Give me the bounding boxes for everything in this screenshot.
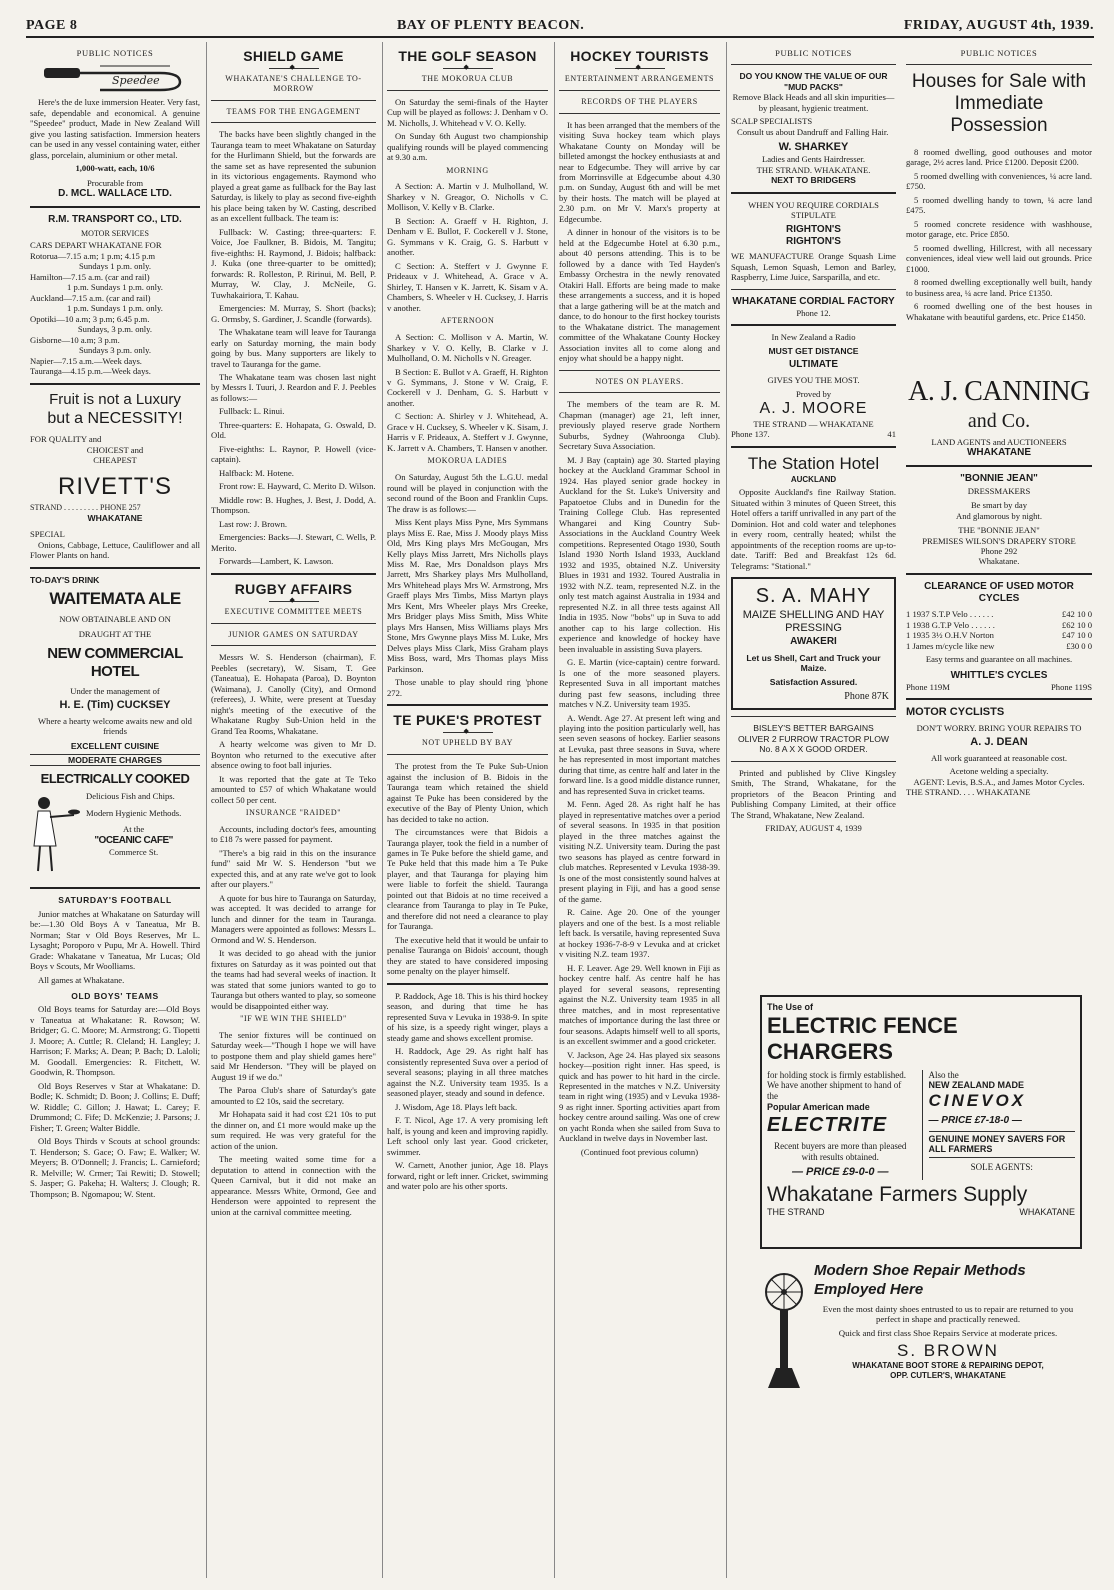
mokorua-ladies-label: MOKORUA LADIES: [427, 456, 508, 466]
timetable-line: Auckland—7.15 a.m. (car and rail): [30, 292, 151, 303]
cycle-row: 1 James m/cycle like new £30 0 0: [906, 640, 1092, 651]
cycle-list: [906, 609, 1092, 651]
newspaper-title: BAY OF PLENTY BEACON.: [396, 18, 585, 33]
houses-heading: Houses for Sale with Immediate Possession: [911, 71, 1087, 137]
oliver-plow: OLIVER 2 FURROW TRACTOR PLOW No. 8 A X X GOOD ORDER.: [737, 733, 890, 755]
mud-packs-body: Remove Black Heads and all skin impurities—by pleasant, hygienic treatment.: [732, 92, 895, 113]
mahy-ad: [731, 577, 896, 710]
ladies-para: Miss Kent plays Miss Pyne, Mrs Symmans plays Miss E. Rae, Miss J. Moody plays Miss Old, Mrs King plays Mrs McGougan, Mrs Kelly plays Miss Jarrett, Mrs Nicholls plays Miss M. Rae, Mrs Donaldson plays Mrs Jarrett, Mrs Sharkey plays Mrs Mulholland, Mrs Whitehead plays Mrs W. Armstrong, Mrs Graeff plays Mrs Timbs, Miss Martyn plays Mrs Kent, Mrs Wheeler plays Mrs Creeke, Mrs Bridger plays Miss Smith, Miss White plays Mrs Hansen, Miss Williams plays Mrs Stone, Mrs Gwynne plays Miss M. Luke, Mrs Delves plays Miss Clark, Miss Graham plays Miss Boss, ward, Mrs Thomas plays Miss Parkinson.: [387, 517, 548, 674]
golf-season-heading: THE GOLF SEASON: [398, 48, 537, 64]
shoe-body: Even the most dainty shoes entrusted to us to repair are returned to you perfect in shape and practically renewed.: [822, 1303, 1074, 1325]
motor-services-label: MOTOR SERVICES: [81, 228, 149, 238]
whittle-phone: Phone 119M: [906, 681, 950, 692]
under-management: Under the management of: [70, 685, 160, 696]
also-the: Also the: [928, 1069, 959, 1080]
cordial-factory: WHAKATANE CORDIAL FACTORY: [732, 295, 895, 307]
station-hotel-name: The Station Hotel: [747, 453, 880, 473]
genuine-savers: GENUINE MONEY SAVERS FOR ALL FARMERS: [929, 1131, 1076, 1159]
player-note: R. Caine. Age 20. One of the younger players and one of the best. Is a most reliable left back. Is versatile, having represented Suva at hockey 1936-7-8-9 v Levuka and at cricket v visiting N.Z. team 1937.: [559, 907, 720, 960]
station-hotel-city: AUCKLAND: [790, 474, 837, 484]
timetable-line: 1 p.m. Sundays 1 p.m. only.: [67, 282, 163, 293]
shield-para: The Whakatane team was chosen last night by Messrs I. Tuuri, J. Reardon and F. J. Peebles as follows:—: [211, 371, 376, 403]
radio-tagline: In New Zealand a Radio: [771, 332, 856, 343]
shield-team: Fullback: W. Casting; three-quarters: F. Voice, Joe Faulkner, B. Bidois, M. Tangitu; five-eighths: H. Raymond, J. Bidois; halfback: J. Kuka (one three-quarter to be omitted); forwards: R. Rolleston, P. Ririnui, M. Bell, P. Murray, W. Clay, J. McNeile, G. Tuwhakairiora, T. Kahau.: [211, 226, 376, 300]
moore-address: THE STRAND — WHAKATANE: [753, 418, 874, 429]
bonnie-phone: Phone 292: [980, 545, 1018, 556]
proved-by: Proved by: [795, 388, 832, 399]
excellent-cuisine: EXCELLENT CUISINE: [70, 740, 160, 751]
player-note: A. Wendt. Age 27. At present left wing and playing into the position particularly well, has seen seven seasons of hockey. Earlier seasons at Levuka, past three seasons in Suva, where he has represented in most important matches during that time, as centre half and later in the forward line. Is a good middle distance runner, and has represented Suva in cricket teams.: [559, 712, 720, 796]
rugby-para: It was decided to go ahead with the junior fixtures on Saturday as it was pointed out that the teams had had several weeks of inaction. It was stated that some juniors wanted to go to Tauranga but others wanted to play, so someone would be disappointed either way.: [211, 948, 376, 1011]
hotel-name: NEW COMMERCIAL HOTEL: [47, 645, 183, 681]
gives-most: GIVES YOU THE MOST.: [767, 374, 860, 385]
morning-label: MORNING: [446, 165, 489, 175]
all-games: All games at Whakatane.: [38, 974, 125, 985]
bisley-heading: BISLEY'S BETTER BARGAINS: [753, 723, 874, 734]
masthead: [26, 18, 1094, 38]
team-line: Middle row: B. Hughes, J. Best, J. Dodd, A. Thompson.: [211, 494, 376, 516]
mahy-phone: Phone 87K: [844, 691, 889, 703]
bonnie-store: THE "BONNIE JEAN": [958, 525, 1040, 536]
shield-game-heading: SHIELD GAME: [243, 48, 344, 64]
cucksey-name: H. E. (Tim) CUCKSEY: [59, 699, 171, 712]
house-listing: 5 roomed concrete residence with washhouse, motor garage, etc. Price £850.: [906, 218, 1092, 240]
rugby-para: Messrs W. S. Henderson (chairman), F. Peebles (secretary), W. Sisam, T. Gee (Taneatua), E. Hohapata (Paroa), D. Boynton (Waimana), J. Canolly (City), and Ormond (referees), J. White, were present at Tuesday night's meeting of the executive of the Whakatane Rugby Sub-Union held in the Grand Tea Rooms, Whakatane.: [211, 652, 376, 736]
rightons-name: RIGHTON'S: [786, 236, 841, 248]
column-2: [206, 42, 380, 1578]
maize-shelling: MAIZE SHELLING AND HAY PRESSING: [742, 608, 885, 635]
rugby-para: It was reported that the gate at Te Teko amounted to £57 of which Whakatane would collect 50 per cent.: [211, 773, 376, 805]
printers-imprint: Printed and published by Clive Kingsley Smith, The Strand, Whakatane, for the proprietors of the Beacon Printing and Publishing Company Limited, at their office The Strand, Whakatane, New Zealand.: [731, 767, 896, 820]
speedee-logo: Speedee: [112, 74, 160, 88]
whittle-phone: Phone 119S: [1051, 681, 1092, 692]
old-boys-heading: OLD BOYS' TEAMS: [71, 991, 159, 1002]
easy-terms: Easy terms and guarantee on all machines.: [925, 654, 1073, 665]
wallace-name: D. MCL. WALLACE LTD.: [58, 188, 172, 200]
whittles-cycles: WHITTLE'S CYCLES: [950, 669, 1048, 681]
teams-heading: TEAMS FOR THE ENGAGEMENT: [226, 106, 361, 116]
cordials-list: WE MANUFACTURE Orange Squash Lime Squash, Lemon Squash, Lemon and Barley, Raspberry, Lime Juice, Sarsparilla, and etc.: [731, 251, 896, 283]
team-line: Emergencies: Backs—J. Stewart, C. Wells, P. Merito.: [211, 532, 376, 553]
rugby-para: A hearty welcome was given to Mr D. Boynton who returned to the executive after absence owing to foot ball injuries.: [211, 739, 376, 771]
special-body: Onions, Cabbage, Lettuce, Cauliflower and all Flower Plants on hand.: [30, 539, 200, 561]
player-note: F. T. Nicol, Age 17. A very promising left half, is young and keen and improving rapidly. Left school only last year. Good cricketer, swimmer.: [387, 1115, 548, 1157]
protest-para: The protest from the Te Puke Sub-Union against the inclusion of B. Bidois in the Tauranga team which retained the shield against Te Puke has been considered by the executive of the Bay of Plenty Union, which has decided to take no action.: [387, 761, 548, 824]
team-line: Three-quarters: E. Hohapata, G. Oswald, D. Old.: [211, 419, 376, 441]
oceanic-cafe: "OCEANIC CAFE": [94, 834, 173, 846]
delicious-fish: Delicious Fish and Chips.: [86, 791, 175, 802]
golf-para: On Saturday the semi-finals of the Hayter Cup will be played as follows: J. Denham v O. M. Nicholls, J. Whitehead v V. O. Kelly.: [387, 96, 548, 128]
ladies-para: Those unable to play should ring 'phone 272.: [387, 677, 548, 698]
mahy-name: S. A. MAHY: [755, 585, 872, 608]
dont-worry: DON'T WORRY. BRING YOUR REPAIRS TO: [916, 722, 1082, 733]
te-puke-protest-heading: TE PUKE'S PROTEST: [393, 712, 542, 729]
team-line: Five-eighths: L. Raynor, P. Howell (vice-captain).: [211, 443, 376, 465]
opp-cutlers: OPP. CUTLER'S, WHAKATANE: [890, 1371, 1006, 1381]
fence-body: for holding stock is firmly established. We have another shipment to hand of the: [767, 1069, 906, 1102]
hockey-para: A dinner in honour of the visitors is to be held at the Edgecumbe Hotel at 6.30 p.m., about 40 persons attending. This is to be followed by a dance with Ted Hayden's Embassy Orchestra in the newly renovated Otakiri Hall. Efforts are being made to make these arrangements a success, and it is hoped that a large gathering will be at the match and dance, to do honour to the first hockey tourists to the Whakatane district. The management committee of the Whakatane County Hockey Association invites all to come along and enjoy what should be a happy night.: [559, 227, 720, 364]
recent-buyers: Recent buyers are more than pleased with results obtained.: [774, 1140, 907, 1162]
shield-para: The backs have been slightly changed in the Tauranga team to meet Whakatane on Saturday for the Hurlimann Shield, but the forwards are the same set as have represented the subunion in its victorious engagements. Raymond who played a great game as fullback for the Bay last Saturday, is likely to play as second five-eighth his place being taken by W. Casting, described as an excellent fullback. The team is:: [211, 129, 376, 224]
sharkey-next-to: NEXT TO BRIDGERS: [771, 175, 856, 186]
golf-draw: C Section: A. Shirley v J. Whitehead, A. Grace v H. Cucksey, S. Wheeler v K. Sisam, J. Harris v F. Prideaux, A. Steffert v J. Gwynne, K. Jarrett v A. Chambers, T. Hansen v another.: [387, 411, 548, 453]
rivetts-town: WHAKATANE: [87, 512, 143, 523]
house-listing: 5 roomed dwelling handy to town, ¼ acre land £475.: [906, 194, 1092, 216]
waitemata-ale: WAITEMATA ALE: [49, 589, 181, 609]
moore-ad-number: 41: [887, 429, 896, 440]
moore-phone: Phone 137.: [731, 429, 770, 440]
immersion-heater-icon: [40, 62, 190, 96]
house-listing: 8 roomed dwelling exceptionally well built, handy to business area, ¼ acre land. Price £1350.: [906, 277, 1092, 298]
public-notices-heading: PUBLIC NOTICES: [775, 48, 852, 58]
timetable-line: Hamilton—7.15 a.m. (car and rail): [30, 271, 150, 282]
sole-agents: SOLE AGENTS:: [970, 1162, 1033, 1173]
at-the: At the: [122, 824, 145, 835]
transport-heading: R.M. TRANSPORT CO., LTD.: [48, 214, 182, 226]
hockey-para: It has been arranged that the members of the visiting Suva hockey team which plays Whakatane County on Monday will be billeted amongst the hockey enthusiasts at and near to Edgecumbe. They will arrive by car from Morrinsville at Edgecumbe about 4.30 p.m. on Sunday, August 6th and will be met by their hosts. The match will be played at 2.30 p.m. on Mr V. Marx's property at Edgecumbe.: [559, 119, 720, 224]
canning-and-co: and Co.: [967, 410, 1031, 433]
scalp-specialists: SCALP SPECIALISTS: [731, 116, 813, 127]
clearance-heading: CLEARANCE OF USED MOTOR CYCLES: [924, 580, 1074, 605]
electrically-cooked: ELECTRICALLY COOKED: [40, 771, 190, 787]
golf-draw: B Section: A. Graeff v H. Righton, J. Denham v E. Bullot, F. Cockerell v J. Stone, G. Symmans v K. Craig, G. S. Harbutt v another.: [387, 215, 548, 258]
old-boys-body: Old Boys teams for Saturday are:—Old Boys v Taneatua at Whakatane: R. Rowson; W. Bridger; G. C. Moore; M. Armstrong; G. Tiopetti J. Moore; A. Cuttle; R. Cleland; H. Langley; J. Harrison; F. Marks; A. Dean; P. Bach; D. Laloli; M. Goodall. Emergencies: R. Fitchett, W. Goodwin, R. Thompson.: [30, 1004, 200, 1078]
scalp-body: Consult us about Dandruff and Falling Hair.: [737, 126, 889, 137]
timetable-line: 1 p.m. Sundays 1 p.m. only.: [67, 303, 163, 314]
player-note: H. Raddock, Age 29. As right half has consistently represented Suva over a period of several seasons; playing in all three matches against the N.Z. University team 1935. Is a seasoned player, steady and sound in defence.: [387, 1046, 548, 1099]
canning-name: A. J. CANNING: [908, 376, 1090, 408]
sharkey-address: THE STRAND. WHAKATANE.: [756, 164, 871, 175]
rugby-affairs-heading: RUGBY AFFAIRS: [234, 580, 353, 597]
cordial-phone: Phone 12.: [796, 307, 831, 318]
dean-agent: AGENT: Levis, B.S.A., and James Motor Cycles.: [913, 776, 1085, 787]
team-line: Halfback: M. Hotene.: [219, 467, 294, 478]
glamorous-by-night: And glamorous by night.: [956, 510, 1042, 521]
timetable-line: Opotiki—10 a.m; 3 p.m; 6.45 p.m.: [30, 313, 150, 324]
bonnie-jean-name: "BONNIE JEAN": [960, 473, 1038, 485]
public-notices-heading: PUBLIC NOTICES: [76, 48, 154, 58]
station-hotel-body: Opposite Auckland's fine Railway Station. Situated within 3 minutes of Queen Street, this Hotel offers a tariff unrivalled in any part of the Dominion. Hot and cold water and telephones in every room, centrally heated; whilst the appointments of the reception rooms are up-to-date. Tariff: Bed and Breakfast 12s 6d. Telegrams: "Stational.": [731, 487, 896, 571]
rugby-para: The Paroa Club's share of Saturday's gate amounted to £2 10s, said the secretary.: [211, 1085, 376, 1106]
speedee-heater-illustration: [30, 61, 200, 97]
dean-name: A. J. DEAN: [970, 736, 1028, 749]
timetable-line: Rotorua—7.15 a.m; 1 p.m; 4.15 p.m: [30, 250, 156, 261]
nz-made: NEW ZEALAND MADE: [928, 1080, 1024, 1091]
timetable-line: Napier—7.15 a.m.—Week days.: [30, 355, 142, 366]
if-we-win-subheading: "IF WE WIN THE SHIELD": [240, 1014, 347, 1024]
issue-date: FRIDAY, AUGUST 4th, 1939.: [903, 18, 1094, 33]
timetable-line: Gisborne—10 a.m; 3 p.m.: [30, 334, 120, 345]
junior-games-subheading: JUNIOR GAMES ON SATURDAY: [228, 629, 359, 639]
saturday-football-heading: SATURDAY'S FOOTBALL: [58, 895, 172, 906]
shield-para: The Whakatane team will leave for Tauranga early on Saturday morning, the main body going by bus. Many supporters are likely to travel to Tauranga for the game.: [211, 327, 376, 369]
hockey-subheading: ENTERTAINMENT ARRANGEMENTS: [564, 74, 715, 84]
protest-subheading: NOT UPHELD BY BAY: [421, 738, 514, 748]
protest-para: The circumstances were that Bidois a Tauranga player, took the field in a number of games in Te Puke before the shield game, and Te Puke held that this made him a Te Puke player, and that Tauranga for playing him were liable to forfeit the shield. Tauranga pointed out that Bidois at no time received a clearance from Tauranga to play in Te Puke, and therefore did not need a clearance to play for Tauranga.: [387, 827, 548, 932]
house-listing: 8 roomed dwelling, good outhouses and motor garage, 2½ acres land. Price £1200. Deposit £200.: [906, 146, 1092, 168]
todays-drink: TO-DAY'S DRINK: [30, 574, 100, 585]
boot-store: WHAKATANE BOOT STORE & REPAIRING DEPOT,: [852, 1361, 1044, 1371]
farmers-supply-name: Whakatane Farmers Supply: [767, 1182, 1028, 1206]
cycle-row: 1 1935 3½ O.H.V Norton £47 10 0: [906, 630, 1092, 641]
electrite-price: — PRICE £9-0-0 —: [791, 1166, 889, 1179]
shield-emergencies: Emergencies: M. Murray, S. Short (backs); G. Ormsby, S. Gardiner, J. Scandle (forwards).: [211, 303, 376, 324]
rightons-name: RIGHTON'S: [786, 223, 841, 235]
player-note: G. E. Martin (vice-captain) centre forward. Is one of the more seasoned players. Represented Suva in all important matches during past few seasons, including three matches v N.Z. University team 1935.: [559, 657, 720, 710]
timetable-line: Sundays, 3 p.m. only.: [77, 324, 153, 335]
thirds-body: Old Boys Thirds v Scouts at school grounds: T. Henderson; S. Gace; O. Faw; E. Walker; W. Meyers; B. O'Donnell; J. Francis; L. Carnieford; R. Melville; W. Crmer; Tai Rewiti; D. Stowell; S. Jasper; G. Pakeha; H. Walters; J. Clough; R. Thompson; B. Ngomapou; W. Stent.: [30, 1136, 200, 1199]
cinevox-price: — PRICE £7-18-0 —: [928, 1114, 1022, 1126]
fs-town: WHAKATANE: [1019, 1206, 1075, 1217]
shoe-repair-ad: [760, 1262, 1082, 1412]
shoe-machine-icon: [760, 1262, 808, 1392]
motor-cyclists-heading: MOTOR CYCLISTS: [906, 706, 1005, 719]
must-get-distance: MUST GET DISTANCE: [768, 345, 859, 356]
player-note: M. Fenn. Aged 28. As right half he has played in representative matches over a period of several seasons. In 1935 in that position played in the three matches against the visiting N.Z. University team. During the past two seasons has played as centre forward in club matches. Represented v Levuka 1938-39. Is one of the most consistently sound halves at present playing in Fiji, and has a good sense of the game.: [559, 799, 720, 904]
special-label: SPECIAL: [30, 529, 65, 540]
imprint-date: FRIDAY, AUGUST 4, 1939: [765, 823, 862, 834]
golf-draw: C Section: A. Steffert v J. Gwynne F. Prideaux v J. Whitehead, A. Grace v A. Shirley, T. Hansen v K. Jarrett, K. Sisam v A. Chambers, S. Wheeler v H. Cucksey, J. Harris v another.: [387, 260, 548, 313]
player-note: P. Raddock, Age 18. This is his third hockey season, and during that time he has represented Suva v Levuka in 1938-9. In spite of his size, is a speedy right winger, plays a steady game and shows excellent promise.: [387, 990, 548, 1043]
dean-address: THE STRAND. . . . WHAKATANE: [906, 787, 1031, 798]
timetable-line: Tauranga—4.15 p.m.—Week days.: [30, 366, 151, 377]
cinevox-brand: CINEVOX: [928, 1091, 1027, 1111]
for-quality: FOR QUALITY and: [30, 434, 102, 445]
popular-american: Popular American made: [767, 1101, 870, 1112]
team-line: Front row: E. Hayward, C. Merito D. Wilson.: [219, 481, 376, 492]
rivetts-strand-phone: STRAND . . . . . . . . . PHONE 257: [30, 503, 141, 513]
column-3: [382, 42, 552, 1578]
land-agents: LAND AGENTS and AUCTIONEERS: [931, 436, 1067, 447]
notes-on-players-subheading: NOTES ON PLAYERS.: [595, 376, 684, 386]
cheapest: CHEAPEST: [93, 455, 137, 466]
ladies-para: On Saturday, August 5th the L.G.U. medal round will be played in conjunction with the second round of the Boon and Franklin Cups. The draw is as follows:—: [387, 472, 548, 514]
canning-town: WHAKATANE: [966, 447, 1032, 459]
house-listing: 6 roomed dwelling one of the best houses in Whakatane with beautiful gardens, etc. Price £1450.: [906, 301, 1092, 322]
cordials-question: WHEN YOU REQUIRE CORDIALS STIPULATE: [748, 199, 879, 221]
timetable-line: Sundays 1 p.m. only.: [78, 261, 151, 272]
team-line: Fullback: L. Rinui.: [219, 406, 285, 417]
smart-by-day: Be smart by day: [970, 500, 1028, 511]
page-number: PAGE 8: [26, 18, 78, 33]
moderate-charges: MODERATE CHARGES: [30, 754, 200, 766]
golf-draw: B Section: E. Bullot v A. Graeff, H. Righton v G. Symmans, J. Stone v W. Craig, F. Cockerell v J. Denham, G. S. Harbutt v another.: [387, 366, 548, 408]
house-listing: 5 roomed dwelling, Hillcrest, with all necessary conveniences, ideal view well laid out grounds. Price £1000.: [906, 242, 1092, 274]
fruit-headline-2: but a NECESSITY!: [47, 409, 183, 427]
electrite-brand: ELECTRITE: [767, 1113, 888, 1136]
timetable-line: Sundays 3 p.m. only.: [78, 345, 151, 356]
shield-subheading: WHAKATANE'S CHALLENGE TO-MORROW: [225, 74, 362, 93]
moore-name: A. J. MOORE: [759, 400, 868, 418]
protest-para: The executive held that it would be unfair to penalise Tauranga on Bidois' account, though they are stated to have considered imposing some penalty on the player himself.: [387, 934, 548, 977]
procurable-label: Procurable from: [86, 177, 144, 188]
cycle-row: 1 1937 S.T.P Velo . . . . . . £42 10 0: [906, 609, 1092, 620]
hearty-welcome: Where a hearty welcome awaits new and old friends: [38, 715, 192, 737]
golf-para: On Sunday 6th August two championship qualifying rounds will be played commencing at 9.30 a.m.: [387, 131, 548, 163]
afternoon-label: AFTERNOON: [440, 316, 495, 326]
golf-draw: A Section: A. Martin v J. Mulholland, W. Sharkey v N. Greagor, O. Nicholls v C. Mollison, V. Kelly v B. Clarke.: [387, 181, 548, 213]
rugby-para: Accounts, including doctor's fees, amounting to £18 7s were passed for payment.: [211, 823, 376, 845]
choicest: CHOICEST and: [86, 444, 144, 455]
insurance-subheading: INSURANCE "RAIDED": [245, 808, 342, 818]
now-obtainable: NOW OBTAINABLE AND ON: [59, 614, 171, 625]
modern-hygienic: Modern Hygienic Methods.: [86, 807, 182, 818]
let-us-shell: Let us Shell, Cart and Truck your Maize.: [746, 652, 881, 674]
awakeri: AWAKERI: [790, 635, 837, 647]
rugby-para: Mr Hohapata said it had cost £21 10s to put the dinner on, and £1 more would make up the sum required. He was very grateful for the action of the union.: [211, 1109, 376, 1151]
bonnie-town: Whakatane.: [978, 556, 1020, 567]
cafe-ad: [30, 791, 200, 881]
shoe-repair-heading: Modern Shoe Repair Methods Employed Here: [814, 1262, 1026, 1298]
golf-subheading: THE MOKORUA CLUB: [421, 74, 514, 84]
team-line: Forwards—Lambert, K. Lawson.: [219, 556, 334, 567]
sharkey-trade: Ladies and Gents Hairdresser.: [761, 154, 866, 165]
exec-meets-subheading: EXECUTIVE COMMITTEE MEETS: [224, 606, 363, 616]
cars-depart-label: CARS DEPART WHAKATANE FOR: [30, 240, 162, 251]
public-notices-heading: PUBLIC NOTICES: [960, 48, 1038, 58]
player-note: W. Carnett, Another junior, Age 18. Plays forward, right or left inner. Cricket, swimming and water polo are his other sports.: [387, 1160, 548, 1192]
rugby-para: The senior fixtures will be continued on Saturday week—"Though I hope we will have to postpone them and play shield games here" said Mr Henderson. "They will be played on August 19 if we do.": [211, 1029, 376, 1082]
brown-name: S. BROWN: [897, 1340, 999, 1360]
speedee-price: 1,000-watt, each, 10/6: [75, 163, 155, 174]
player-note: The members of the team are R. M. Chapman (manager) age 21, left inner, previously played reserve grade Northern Suburbs, Sydney (Wahroonga Club). Secretary Suva Association.: [559, 399, 720, 452]
shoe-quick: Quick and first class Shoe Repairs Service at moderate prices.: [838, 1327, 1058, 1338]
sharkey-name: W. SHARKEY: [778, 141, 849, 154]
player-note: V. Jackson, Age 24. Has played six seasons hockey—position right inner. Has speed, is quick and has power to hit hard in the circle. Represented in the matches v N.Z. University team in right wing (1935) and v Levuka 1938-9 as right inner. Sporting activities apart from hockey centre around sailing. Was one of crew on yacht Ronda when she sailed from Suva to Auckland in twelve days in November last.: [559, 1049, 720, 1144]
speedee-body: Here's the de luxe immersion Heater. Very fast, safe, dependable and economical. A genuine "Speedee" product, Made in New Zealand Will give you lasting satisfaction. Immersion heaters can be used in any vessel containing water, either glass, porcelain, aluminium or other metal.: [30, 97, 200, 160]
golf-draw: A Section: C. Mollison v A. Martin, W. Sharkey v V. O. Kelly, B. Clarke v J. Mulholland, O. M. Nicholls v N. Greager.: [387, 332, 548, 364]
draught-at: DRAUGHT AT THE: [78, 628, 152, 639]
player-note: J. Wisdom, Age 18. Plays left back.: [395, 1101, 518, 1112]
waitress-icon: [30, 791, 80, 881]
column-4: [554, 42, 724, 1578]
reserves-body: Old Boys Reserves v Star at Whakatane: D. Bodle; K. Schmidt; D. Boon; J. Collins; E. Duff; W. Riddle; C. Gillon; J. Hawat; L. Carey; F. Drummond; C. Fife; D. McKenzie; J. Parsons; J. Fisher; T. Green; Walter Biddle.: [30, 1080, 200, 1133]
dean-guarantee: All work guaranteed at reasonable cost.: [930, 752, 1067, 763]
timetable-list: [30, 251, 200, 377]
ultimate-brand: ULTIMATE: [788, 359, 839, 371]
fruit-headline-1: Fruit is not a Luxury: [49, 390, 181, 408]
commerce-st: Commerce St.: [109, 846, 159, 857]
the-use-of: The Use of: [767, 1002, 814, 1012]
continued-note: (Continued foot previous column): [580, 1146, 699, 1157]
cycle-row: 1 1938 G.T.P Velo . . . . . . £62 10 0: [906, 619, 1092, 630]
player-note: H. F. Leaver. Age 29. Well known in Fiji as hockey centre half. As centre half he has played for several seasons, representing against the N.Z. University team 1935 in all three matches, and in most representative matches of importance during the last three or four seasons. Adapts himself well to all sports, is an excellent swimmer and a good cricketer.: [559, 962, 720, 1047]
dean-acetone: Acetone welding a specialty.: [949, 766, 1049, 777]
dressmakers: DRESSMAKERS: [967, 485, 1031, 496]
satisfaction-assured: Satisfaction Assured.: [769, 676, 858, 687]
column-1: [26, 42, 204, 1578]
electric-fence-title: ELECTRIC FENCE CHARGERS: [767, 1012, 958, 1065]
house-listing: 5 roomed dwelling with conveniences, ¼ acre land. £750.: [906, 170, 1092, 192]
records-subheading: RECORDS OF THE PLAYERS: [581, 96, 698, 106]
rugby-para: The meeting waited some time for a deputation to attend in connection with the Queen Carnival, but it did not make an appearance. Messrs White, Ormond, Gee and Henderson were appointed to represent the union at the carnival committee meeting.: [211, 1154, 376, 1217]
rugby-para: "There's a big raid in this on the insurance fund" said Mr W. S. Henderson "but we expected this, and at any rate we've got to look after our players.": [211, 847, 376, 890]
bonnie-premises: PREMISES WILSON'S DRAPERY STORE: [922, 535, 1076, 546]
mud-packs-question: DO YOU KNOW THE VALUE OF OUR "MUD PACKS": [739, 71, 888, 92]
football-body: Junior matches at Whakatane on Saturday will be:—1.30 Old Boys A v Taneatua, Mr B. Norman; Star v Old Boys Reserves, Mr L. Lysaght; Poroporo v Pupu, Mr A. Howell. Third Grade: Whakatane v Taneatua, Mr Lucas; Old Boys v Scouts, Mr Woolliams.: [30, 908, 200, 972]
team-line: Last row: J. Brown.: [219, 518, 288, 529]
rugby-para: A quote for bus hire to Tauranga on Saturday, was accepted. It was decided to arrange for lunch and dinner for the team in Tauranga. Managers were appointed as follows: Messrs L. Ormond and W. S. Henderson.: [211, 892, 376, 945]
rivetts-name: RIVETT'S: [58, 472, 172, 500]
fs-strand: THE STRAND: [767, 1206, 825, 1217]
hockey-tourists-heading: HOCKEY TOURISTS: [570, 48, 709, 64]
player-note: M. J Bay (captain) age 30. Started playing hockey at the Auckland Grammar School in 1924. Has played senior grade hockey in Auckland for the St. Luke's University and Papatoetoe Clubs and in Dunedin for the Training College Club. Has represented Whangarei and King Country Sub-Associations in the Auckland Country Week competitions. Represented Otago 1930, South Island 1930 North Island 1933, Auckland 1932 and 1935, obtained N.Z. University Blues in 1931 and 1932. Toured Australia in 1932 with N.Z. team, represented N.Z. in the only test match against Australia in 1934 and represented N.Z. in all three tests against All India in 1935. Now "bobs" up in Suva to add another cap to his large collection. His experience and knowledge of hockey have been invaluable in assisting Suva players.: [559, 454, 720, 654]
